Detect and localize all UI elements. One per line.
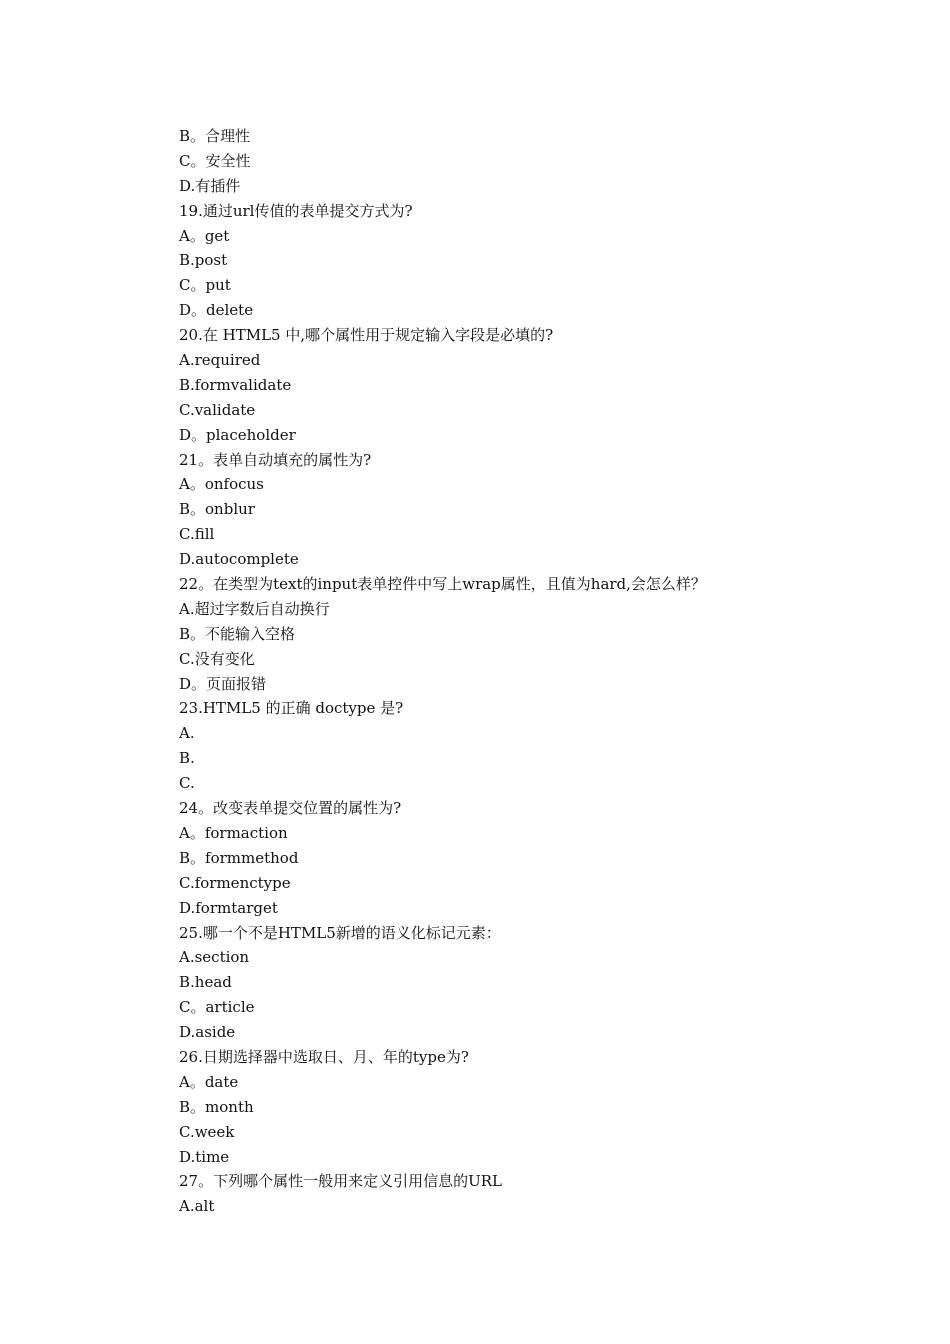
option-line: A. [179, 724, 195, 743]
question-line: 21。表单自动填充的属性为? [179, 450, 372, 469]
option-line: D.time [179, 1147, 230, 1166]
option-line: C. [179, 774, 195, 793]
question-line: 23.HTML5 的正确 doctype 是? [179, 699, 404, 718]
option-line: C.fill [179, 525, 215, 544]
option-line: B。formmethod [179, 848, 299, 867]
option-line: D.formtarget [179, 898, 278, 917]
option-line: A.section [179, 948, 250, 967]
option-line: A。formaction [179, 823, 288, 842]
option-line: B.post [179, 251, 228, 270]
option-line: B。month [179, 1097, 254, 1116]
question-line: 20.在 HTML5 中,哪个属性用于规定输入字段是必填的? [179, 326, 554, 345]
question-line: 19.通过url传值的表单提交方式为? [179, 201, 413, 220]
option-line: C.validate [179, 400, 256, 419]
option-line: C。article [179, 998, 255, 1017]
option-line: A。onfocus [179, 475, 264, 494]
document-page [179, 124, 879, 1219]
question-line: 22。在类型为text的input表单控件中写上wrap属性，且值为hard,会怎么样？ [179, 575, 706, 594]
question-line: 25.哪一个不是HTML5新增的语义化标记元素： [179, 923, 501, 942]
option-line: C。安全性 [179, 151, 251, 170]
option-line: B。合理性 [179, 127, 251, 145]
option-line: D。页面报错 [179, 674, 267, 693]
question-line: 26.日期选择器中选取日、月、年的type为? [179, 1047, 469, 1066]
question-line: 27。下列哪个属性一般用来定义引用信息的URL [179, 1172, 502, 1191]
option-line: A.required [179, 351, 261, 370]
option-line: C.formenctype [179, 873, 291, 892]
option-line: C.没有变化 [179, 649, 255, 668]
option-line: D。delete [179, 301, 254, 320]
option-line: B. [179, 749, 195, 768]
option-line: C.week [179, 1122, 235, 1141]
option-line: D.有插件 [179, 176, 241, 195]
option-line: A.超过字数后自动换行 [179, 599, 330, 618]
option-line: B.formvalidate [179, 375, 292, 394]
option-line: A.alt [179, 1197, 215, 1216]
option-line: C。put [179, 276, 231, 295]
option-line: A。get [179, 226, 230, 245]
option-line: B。不能输入空格 [179, 624, 296, 643]
option-line: D.autocomplete [179, 550, 299, 569]
option-line: B.head [179, 973, 232, 992]
option-line: D。placeholder [179, 425, 296, 444]
option-line: D.aside [179, 1023, 236, 1042]
question-line: 24。改变表单提交位置的属性为? [179, 799, 402, 818]
option-line: B。onblur [179, 500, 255, 519]
option-line: A。date [179, 1072, 239, 1091]
